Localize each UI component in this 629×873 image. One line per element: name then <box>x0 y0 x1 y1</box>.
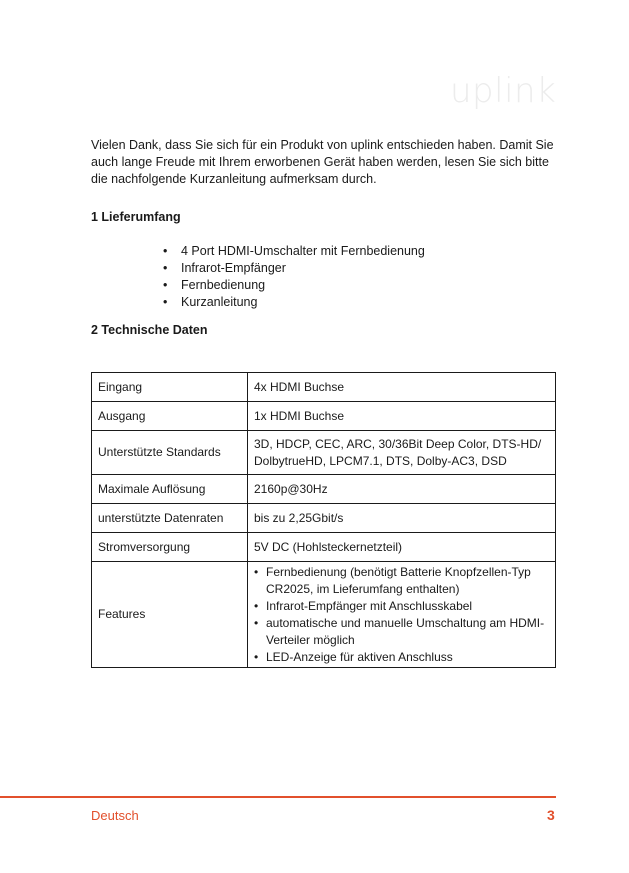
specs-table <box>91 372 556 668</box>
section-heading-lieferumfang: 1 Lieferumfang <box>91 210 181 224</box>
spec-value: 1x HDMI Buchse <box>248 402 556 431</box>
spec-key: Ausgang <box>92 402 248 431</box>
list-item: • LED-Anzeige für aktiven Anschluss <box>254 649 549 666</box>
section-heading-technische-daten: 2 Technische Daten <box>91 323 208 337</box>
spec-key: Features <box>92 562 248 668</box>
footer-divider <box>0 796 556 798</box>
table-row <box>92 504 556 533</box>
spec-value: bis zu 2,25Gbit/s <box>248 504 556 533</box>
spec-value: 5V DC (Hohlsteckernetzteil) <box>248 533 556 562</box>
table-row <box>92 373 556 402</box>
list-item: • Infrarot-Empfänger <box>163 260 425 277</box>
table-row <box>92 475 556 504</box>
intro-paragraph: Vielen Dank, dass Sie sich für ein Produkt von uplink entschieden haben. Damit Sie auch lange Freude mit Ihrem erworbenen Gerät haben werden, lesen Sie sich bitte die nachfolgende Kurzanleitung aufmerksam durch. <box>91 138 554 186</box>
spec-value: 2160p@30Hz <box>248 475 556 504</box>
uplink-logo: uplink <box>450 71 557 111</box>
spec-key: unterstützte Datenraten <box>92 504 248 533</box>
spec-key: Maximale Auflösung <box>92 475 248 504</box>
table-row <box>92 562 556 668</box>
table-row <box>92 533 556 562</box>
footer-language: Deutsch <box>91 808 139 823</box>
list-item: • Fernbedienung (benötigt Batterie Knopfzellen-Typ CR2025, im Lieferumfang enthalten) <box>254 564 549 598</box>
spec-value: 3D, HDCP, CEC, ARC, 30/36Bit Deep Color, DTS-HD/ DolbytrueHD, LPCM7.1, DTS, Dolby-AC3, DSD <box>248 431 556 475</box>
list-item: • Infrarot-Empfänger mit Anschlusskabel <box>254 598 549 615</box>
features-list <box>254 564 549 666</box>
delivery-list <box>163 243 425 311</box>
page-number: 3 <box>547 807 555 823</box>
list-item: • Kurzanleitung <box>163 294 425 311</box>
spec-key: Eingang <box>92 373 248 402</box>
list-item: • Fernbedienung <box>163 277 425 294</box>
spec-value <box>248 562 556 668</box>
table-row <box>92 402 556 431</box>
list-item: • automatische und manuelle Umschaltung am HDMI-Verteiler möglich <box>254 615 549 649</box>
spec-key: Unterstützte Standards <box>92 431 248 475</box>
spec-value: 4x HDMI Buchse <box>248 373 556 402</box>
table-row <box>92 431 556 475</box>
list-item: • 4 Port HDMI-Umschalter mit Fernbedienung <box>163 243 425 260</box>
spec-key: Stromversorgung <box>92 533 248 562</box>
